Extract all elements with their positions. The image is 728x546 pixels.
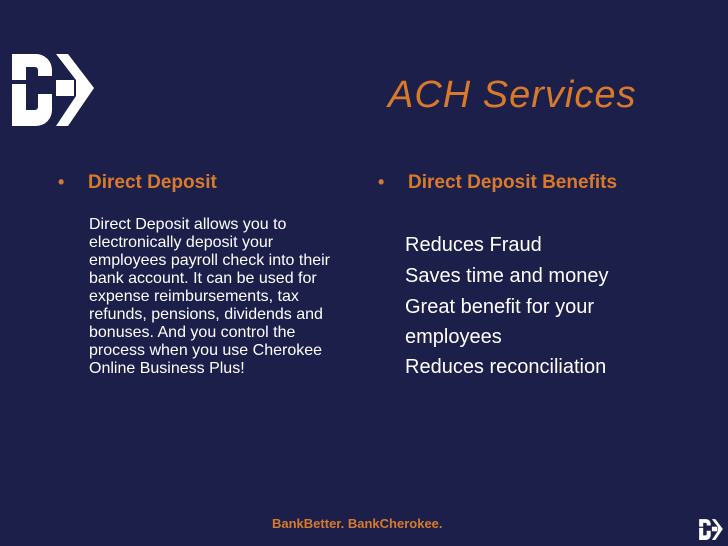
benefit-item: Saves time and money: [405, 265, 609, 287]
left-bullet: [58, 172, 358, 194]
bullet-icon: •: [58, 172, 65, 192]
benefits-list: [405, 230, 698, 383]
benefits-heading: Direct Deposit Benefits: [408, 172, 618, 193]
benefit-item: Reduces reconciliation: [405, 356, 607, 378]
right-bullet: [378, 172, 698, 194]
benefit-item: Reduces Fraud: [405, 234, 542, 256]
cherokee-bank-logo-small-icon: [698, 518, 724, 544]
slide-title: ACH Services: [388, 74, 637, 116]
right-column: [378, 172, 698, 403]
bullet-icon: •: [378, 172, 385, 192]
direct-deposit-heading: Direct Deposit: [88, 172, 217, 193]
left-column: [58, 172, 358, 378]
direct-deposit-description: Direct Deposit allows you to electronically deposit your employees payroll check into their bank account. It can be used for expense reimbursements, tax refunds, pensions, dividends and bonuses. And you control the process when you use Cherokee Online Business Plus!: [89, 216, 331, 377]
cherokee-bank-logo-icon: [8, 50, 98, 140]
benefit-item: Great benefit for your employees: [405, 296, 594, 348]
footer-tagline: BankBetter. BankCherokee.: [272, 516, 443, 531]
